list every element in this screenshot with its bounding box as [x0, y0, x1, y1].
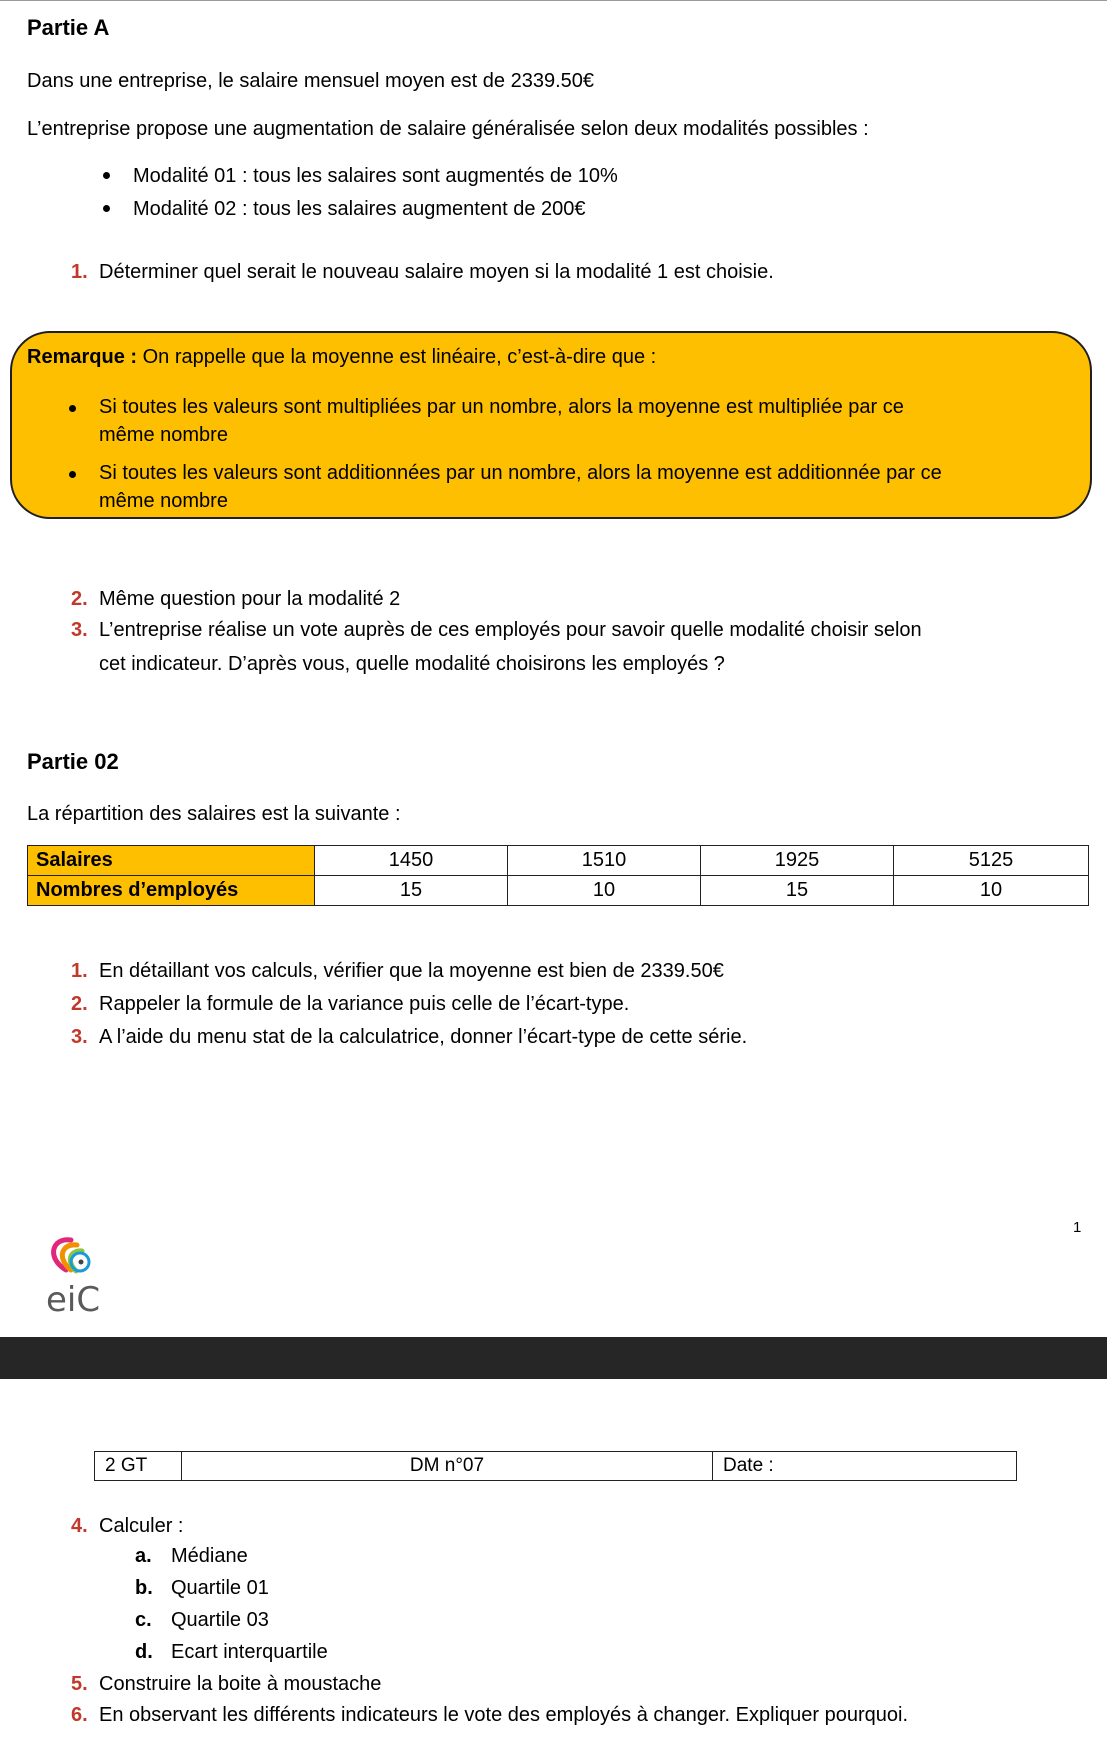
sub-item-letter: a. [135, 1545, 152, 1567]
bullet-icon [103, 205, 110, 212]
question-5 [71, 1671, 381, 1697]
count-cell: 15 [315, 876, 508, 906]
salary-cell: 1450 [315, 846, 508, 876]
table-row [28, 846, 1089, 876]
bullet-icon [69, 471, 76, 478]
question-text: Construire la boite à moustache [99, 1673, 382, 1695]
question-number: 2. [71, 993, 88, 1015]
remark-item-1-line1: Si toutes les valeurs sont multipliées par un nombre, alors la moyenne est multipliée par ce [99, 396, 904, 418]
row-label-salaires: Salaires [28, 846, 315, 876]
question-4 [71, 1513, 183, 1539]
question-number: 1. [71, 960, 88, 982]
sub-item-c [135, 1607, 269, 1633]
modality-1: Modalité 01 : tous les salaires sont augmentés de 10% [133, 165, 618, 187]
table-row [28, 876, 1089, 906]
modality-2: Modalité 02 : tous les salaires augmentent de 200€ [133, 198, 586, 220]
table-row [95, 1452, 1017, 1481]
intro-text: Dans une entreprise, le salaire mensuel moyen est de 2339.50€ [27, 70, 595, 92]
question-text: Déterminer quel serait le nouveau salaire moyen si la modalité 1 est choisie. [99, 261, 774, 283]
bullet-icon [69, 405, 76, 412]
question-b3 [71, 1024, 747, 1050]
remark-label: Remarque : [27, 346, 138, 368]
sub-item-text: Quartile 01 [171, 1577, 269, 1599]
sub-item-letter: b. [135, 1577, 153, 1599]
page-number: 1 [1073, 1219, 1082, 1236]
remark-text: On rappelle que la moyenne est linéaire, c’est-à-dire que : [137, 346, 657, 368]
distribution-intro: La répartition des salaires est la suivante : [27, 803, 401, 825]
salary-table [27, 845, 1089, 906]
question-text: L’entreprise réalise un vote auprès de ces employés pour savoir quelle modalité choisir selon [99, 619, 922, 641]
sub-item-b [135, 1575, 269, 1601]
question-text: En détaillant vos calculs, vérifier que la moyenne est bien de 2339.50€ [99, 960, 724, 982]
question-6 [71, 1702, 908, 1728]
sub-item-letter: d. [135, 1641, 153, 1663]
eic-logo [40, 1235, 120, 1315]
question-number: 6. [71, 1704, 88, 1726]
header-table [94, 1451, 1017, 1481]
salary-cell: 1925 [701, 846, 894, 876]
bullet-icon [103, 172, 110, 179]
question-number: 4. [71, 1515, 88, 1537]
remark-intro [27, 344, 656, 370]
question-text: Rappeler la formule de la variance puis celle de l’écart-type. [99, 993, 630, 1015]
question-text: Même question pour la modalité 2 [99, 588, 401, 610]
question-text: En observant les différents indicateurs le vote des employés à changer. Expliquer pourquoi. [99, 1704, 909, 1726]
salary-cell: 1510 [508, 846, 701, 876]
page-divider [0, 1337, 1107, 1379]
sub-item-text: Ecart interquartile [171, 1641, 328, 1663]
question-a3-line2: cet indicateur. D’après vous, quelle modalité choisirons les employés ? [99, 653, 725, 675]
remark-item-1-line2: même nombre [99, 424, 228, 446]
sub-item-text: Quartile 03 [171, 1609, 269, 1631]
row-label-employes: Nombres d’employés [28, 876, 315, 906]
question-a1 [71, 259, 774, 285]
part-a-title: Partie A [27, 15, 110, 40]
remark-item-2-line1: Si toutes les valeurs sont additionnées par un nombre, alors la moyenne est additionnée par ce [99, 462, 942, 484]
sub-item-a [135, 1543, 248, 1569]
count-cell: 10 [508, 876, 701, 906]
question-a2 [71, 586, 400, 612]
question-text: Calculer : [99, 1515, 184, 1537]
question-number: 2. [71, 588, 88, 610]
question-b2 [71, 991, 629, 1017]
proposal-text: L’entreprise propose une augmentation de salaire généralisée selon deux modalités possibles : [27, 118, 869, 140]
part-b-title: Partie 02 [27, 749, 119, 774]
sub-item-letter: c. [135, 1609, 152, 1631]
logo-text: eiC [46, 1280, 101, 1315]
sub-item-d [135, 1639, 328, 1665]
question-a3 [71, 617, 922, 643]
header-class: 2 GT [95, 1452, 182, 1481]
sub-item-text: Médiane [171, 1545, 248, 1567]
remark-item-2-line2: même nombre [99, 490, 228, 512]
header-date: Date : [713, 1452, 1017, 1481]
salary-cell: 5125 [894, 846, 1089, 876]
eic-logo-swirl-icon [40, 1235, 120, 1315]
question-number: 3. [71, 1026, 88, 1048]
top-rule [0, 0, 1107, 1]
count-cell: 15 [701, 876, 894, 906]
question-number: 3. [71, 619, 88, 641]
question-text: A l’aide du menu stat de la calculatrice, donner l’écart-type de cette série. [99, 1026, 748, 1048]
question-number: 1. [71, 261, 88, 283]
count-cell: 10 [894, 876, 1089, 906]
question-b1 [71, 958, 724, 984]
question-number: 5. [71, 1673, 88, 1695]
header-title: DM n°07 [182, 1452, 713, 1481]
